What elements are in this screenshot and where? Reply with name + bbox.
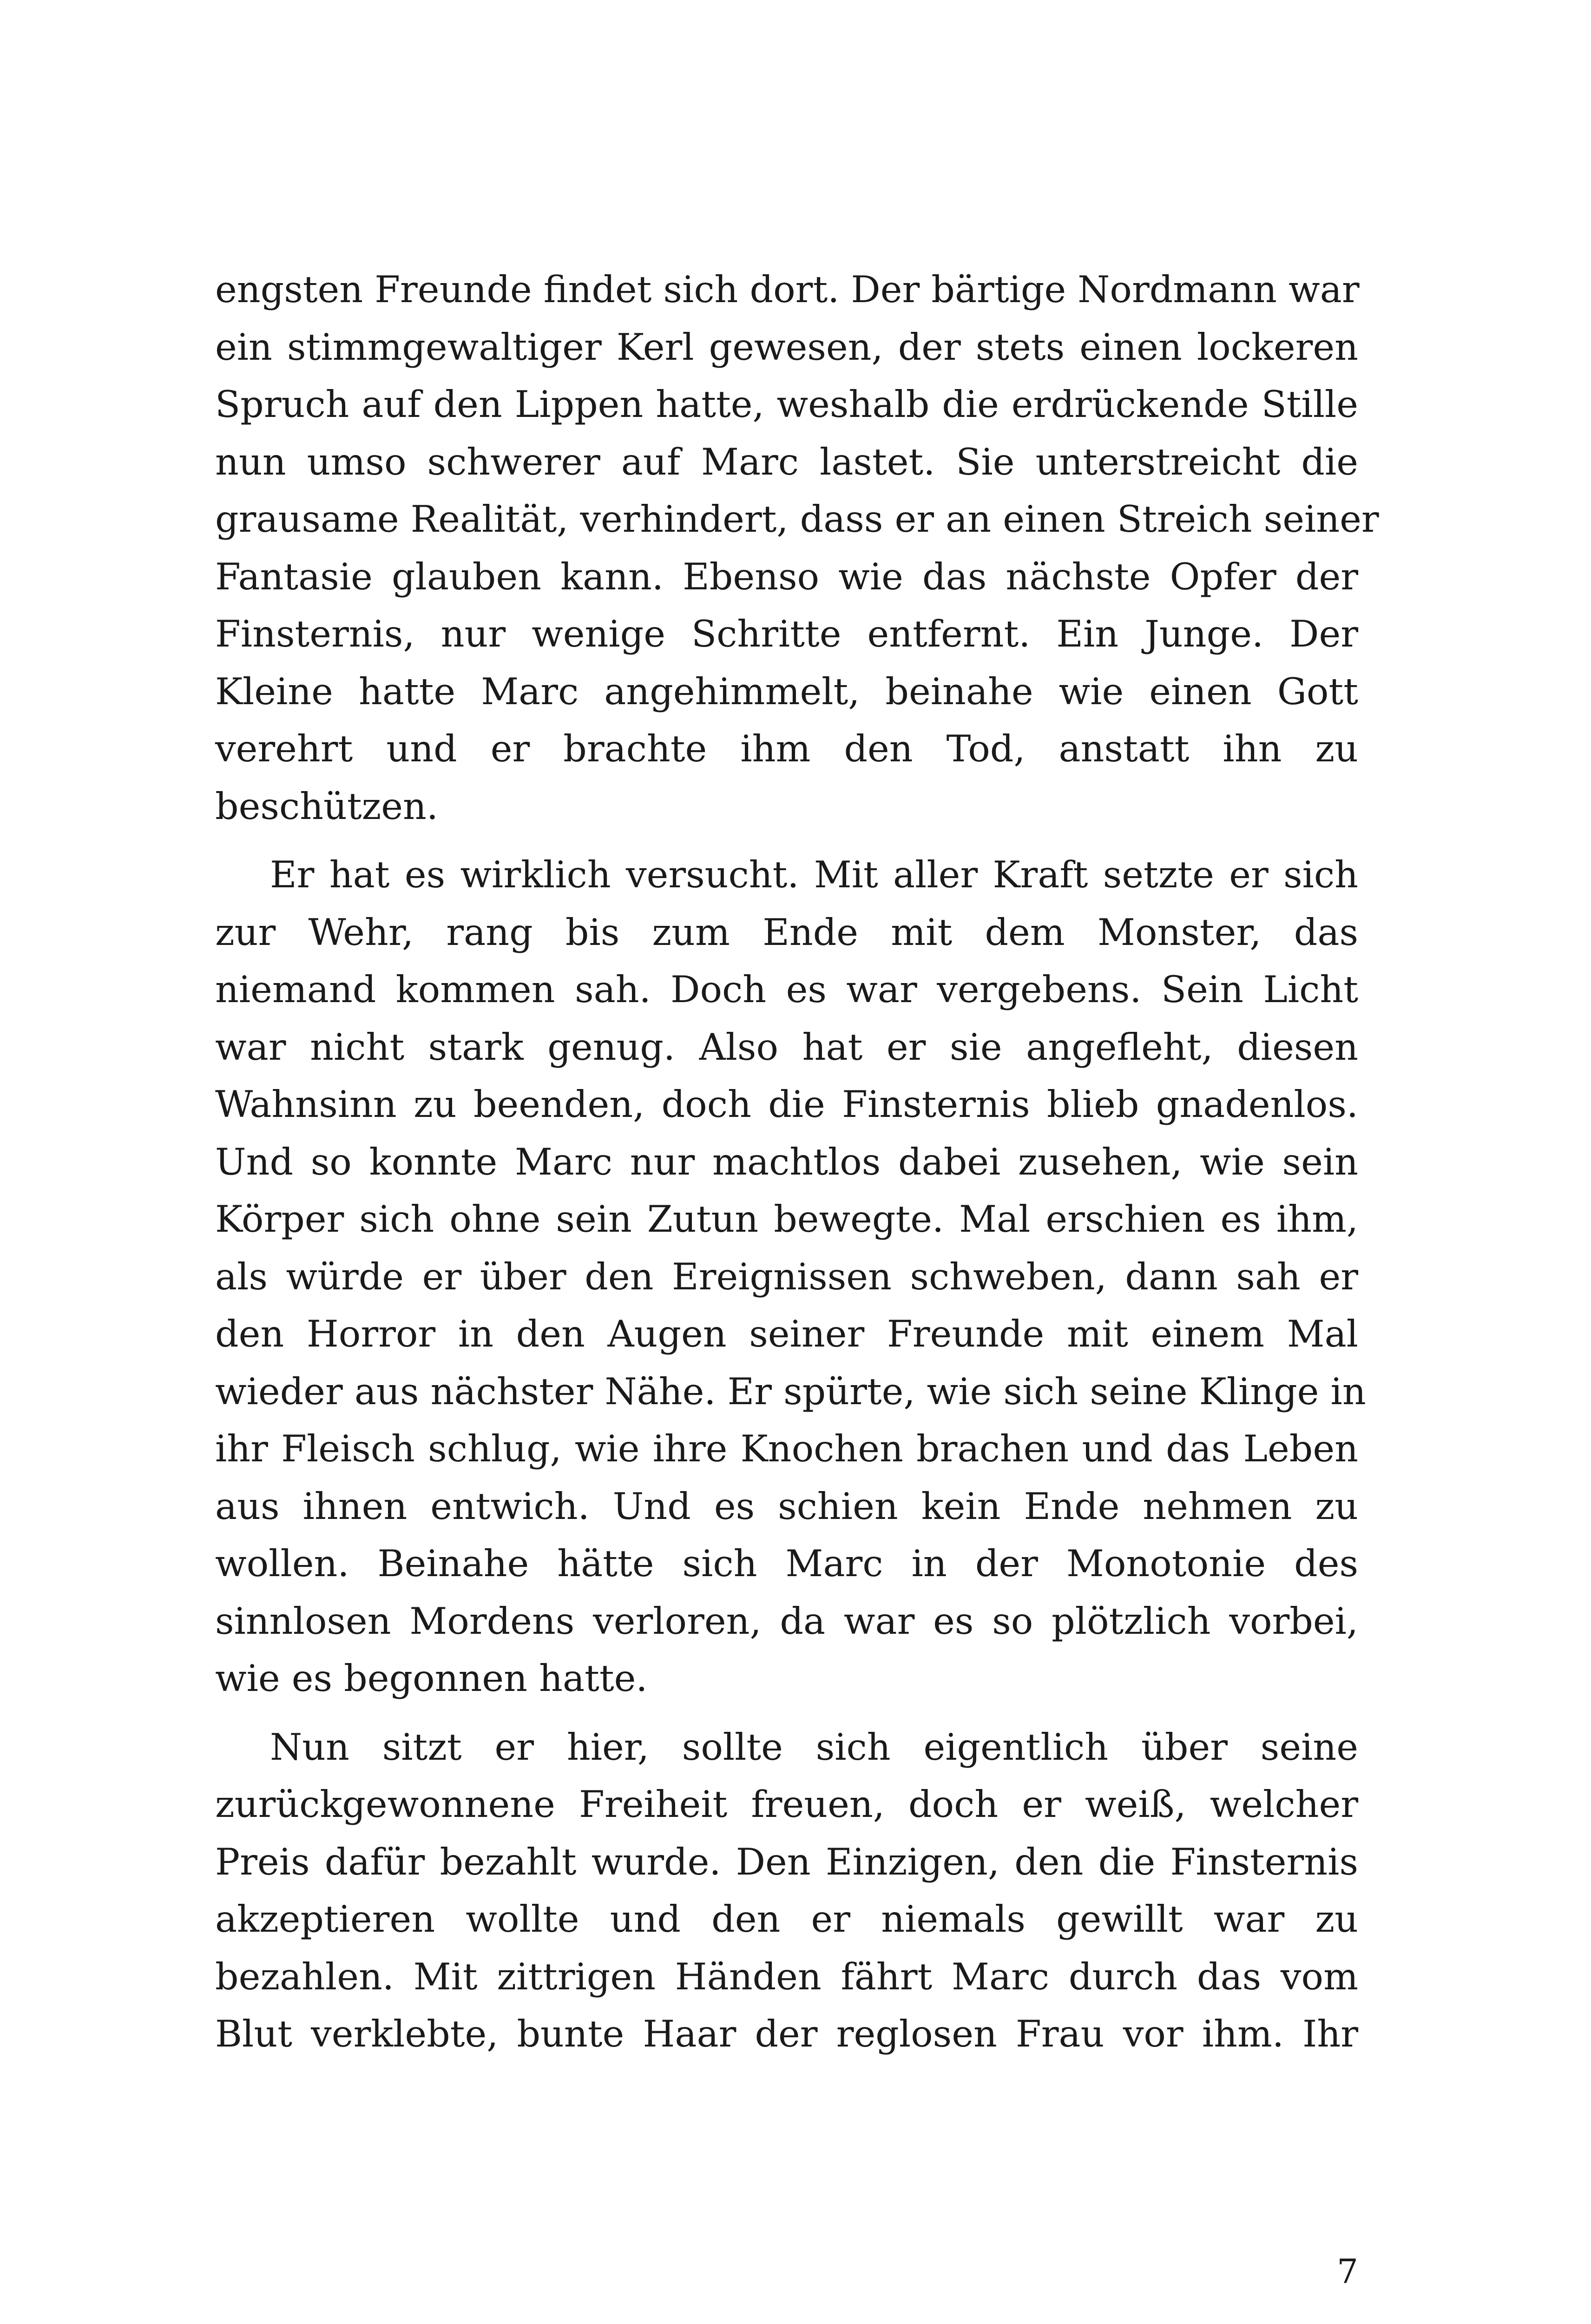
text-line: Wahnsinn zu beenden, doch die Finsternis blieb gnadenlos. <box>215 1083 1358 1126</box>
text-line: verehrt und er brachte ihm den Tod, anstatt ihn zu <box>215 727 1358 770</box>
text-line: aus ihnen entwich. Und es schien kein Ende nehmen zu <box>215 1485 1358 1528</box>
text-line: grausame Realität, verhindert, dass er an einen Streich seiner <box>215 498 1379 541</box>
text-line: Er hat es wirklich versucht. Mit aller Kraft setzte er sich <box>270 853 1358 896</box>
paragraph <box>215 261 1379 835</box>
text-line: Spruch auf den Lippen hatte, weshalb die erdrückende Stille <box>215 383 1358 426</box>
text-line: beschützen. <box>215 785 438 828</box>
text-line: wie es begonnen hatte. <box>215 1657 648 1700</box>
text-line: Finsternis, nur wenige Schritte entfernt. Ein Junge. Der <box>215 613 1358 655</box>
body-text <box>215 261 1379 2063</box>
text-line: bezahlen. Mit zittrigen Händen fährt Marc durch das vom <box>215 1955 1358 1998</box>
text-line: als würde er über den Ereignissen schweben, dann sah er <box>215 1255 1358 1298</box>
text-line: Und so konnte Marc nur machtlos dabei zusehen, wie sein <box>215 1140 1358 1183</box>
paragraph <box>215 846 1366 1708</box>
text-line: Blut verklebte, bunte Haar der reglosen Frau vor ihm. Ihr <box>215 2013 1358 2055</box>
text-line: wieder aus nächster Nähe. Er spürte, wie sich seine Klinge in <box>215 1370 1366 1413</box>
text-line: ihr Fleisch schlug, wie ihre Knochen brachen und das Leben <box>215 1427 1358 1470</box>
text-line: Körper sich ohne sein Zutun bewegte. Mal erschien es ihm, <box>215 1198 1358 1241</box>
text-line: Fantasie glauben kann. Ebenso wie das nächste Opfer der <box>215 555 1358 598</box>
text-line: den Horror in den Augen seiner Freunde mit einem Mal <box>215 1313 1358 1355</box>
text-line: zur Wehr, rang bis zum Ende mit dem Monster, das <box>215 911 1358 954</box>
text-line: engsten Freunde findet sich dort. Der bärtige Nordmann war <box>215 268 1360 311</box>
text-line: Preis dafür bezahlt wurde. Den Einzigen, den die Finsternis <box>215 1840 1358 1883</box>
page-number: 7 <box>1337 2252 1358 2291</box>
text-line: akzeptieren wollte und den er niemals gewillt war zu <box>215 1898 1358 1941</box>
text-line: niemand kommen sah. Doch es war vergebens. Sein Licht <box>215 968 1358 1011</box>
text-line: ein stimmgewaltiger Kerl gewesen, der stets einen lockeren <box>215 325 1358 369</box>
text-line: war nicht stark genug. Also hat er sie angefleht, diesen <box>215 1025 1358 1069</box>
text-line: Nun sitzt er hier, sollte sich eigentlich über seine <box>270 1725 1358 1769</box>
text-line: zurückgewonnene Freiheit freuen, doch er weiß, welcher <box>215 1783 1358 1826</box>
text-line: Kleine hatte Marc angehimmelt, beinahe wie einen Gott <box>215 670 1358 713</box>
text-line: wollen. Beinahe hätte sich Marc in der Monotonie des <box>215 1542 1358 1585</box>
paragraph <box>215 1719 1358 2063</box>
text-line: nun umso schwerer auf Marc lastet. Sie unterstreicht die <box>215 440 1358 483</box>
text-line: sinnlosen Mordens verloren, da war es so plötzlich vorbei, <box>215 1599 1358 1643</box>
